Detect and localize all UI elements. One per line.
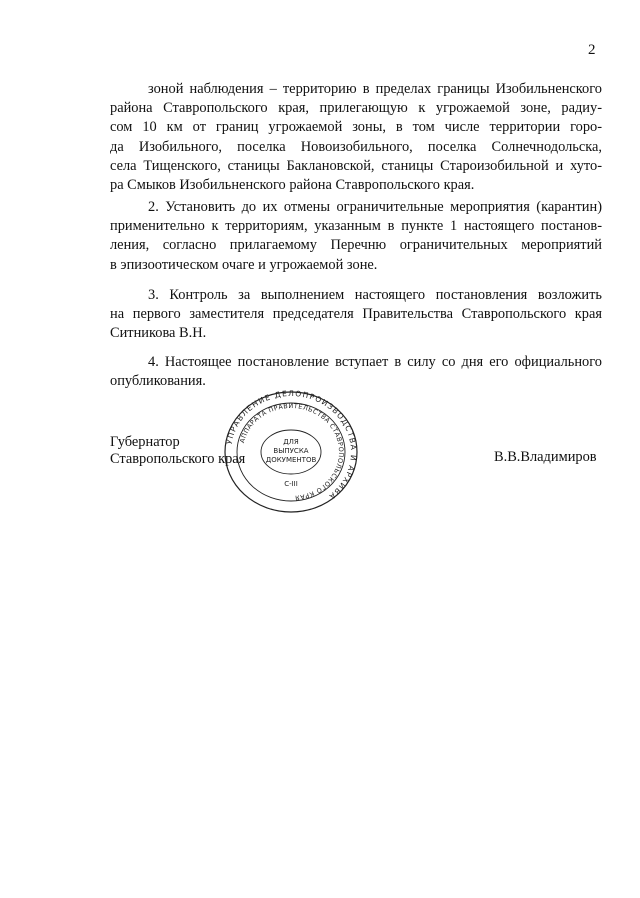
- stamp-center-line: ДОКУМЕНТОВ: [265, 456, 317, 464]
- text-line: 4. Настоящее постановление вступает в силу со дня его официального: [148, 354, 602, 370]
- paragraph-item-4: [110, 353, 602, 391]
- text-line: применительно к территориям, указанным в пункте 1 настоящего постанов-: [110, 218, 602, 235]
- text-line: Ситникова В.Н.: [110, 325, 207, 342]
- stamp-code: С-III: [284, 480, 298, 488]
- stamp-center-line: ВЫПУСКА: [273, 447, 309, 455]
- text-line: района Ставропольского края, прилегающую к угрожаемой зоне, радиу-: [110, 100, 602, 117]
- page-number: 2: [588, 42, 596, 58]
- official-stamp: [221, 390, 361, 514]
- text-line: в эпизоотическом очаге и угрожаемой зоне.: [110, 256, 378, 273]
- stamp-center-line: ДЛЯ: [283, 438, 299, 446]
- text-line: сом 10 км от границ угрожаемой зоны, в том числе территории горо-: [110, 119, 602, 136]
- signatory-name: В.В.Владимиров: [494, 449, 597, 465]
- text-line: зоной наблюдения – территорию в пределах границы Изобильненского: [148, 81, 602, 97]
- text-line: ления, согласно прилагаемому Перечню ограничительных мероприятий: [110, 237, 602, 254]
- position-title: Губернатор: [110, 434, 180, 450]
- text-line: 3. Контроль за выполнением настоящего постановления возложить: [148, 287, 602, 303]
- paragraph-item-3: [110, 286, 602, 344]
- position-region: Ставропольского края: [110, 451, 246, 467]
- text-line: на первого заместителя председателя Правительства Ставропольского края: [110, 306, 602, 323]
- text-line: села Тищенского, станицы Баклановской, станицы Староизобильной и хуто-: [110, 157, 602, 174]
- text-line: ра Смыков Изобильненского района Ставропольского края.: [110, 177, 475, 194]
- text-line: 2. Установить до их отмены ограничительные мероприятия (карантин): [148, 199, 602, 215]
- text-line: да Изобильного, поселка Новоизобильного, поселка Солнечнодольска,: [110, 138, 602, 155]
- text-line: опубликования.: [110, 373, 206, 390]
- stamp-inner-text: АППАРАТА ПРАВИТЕЛЬСТВА СТАВРОПОЛЬСКОГО КРАЯ: [238, 401, 346, 502]
- paragraph-observation-zone: [110, 80, 602, 195]
- paragraph-item-2: [110, 198, 602, 275]
- stamp-outer-text: УПРАВЛЕНИЕ ДЕЛОПРОИЗВОДСТВА И АРХИВА: [224, 390, 359, 502]
